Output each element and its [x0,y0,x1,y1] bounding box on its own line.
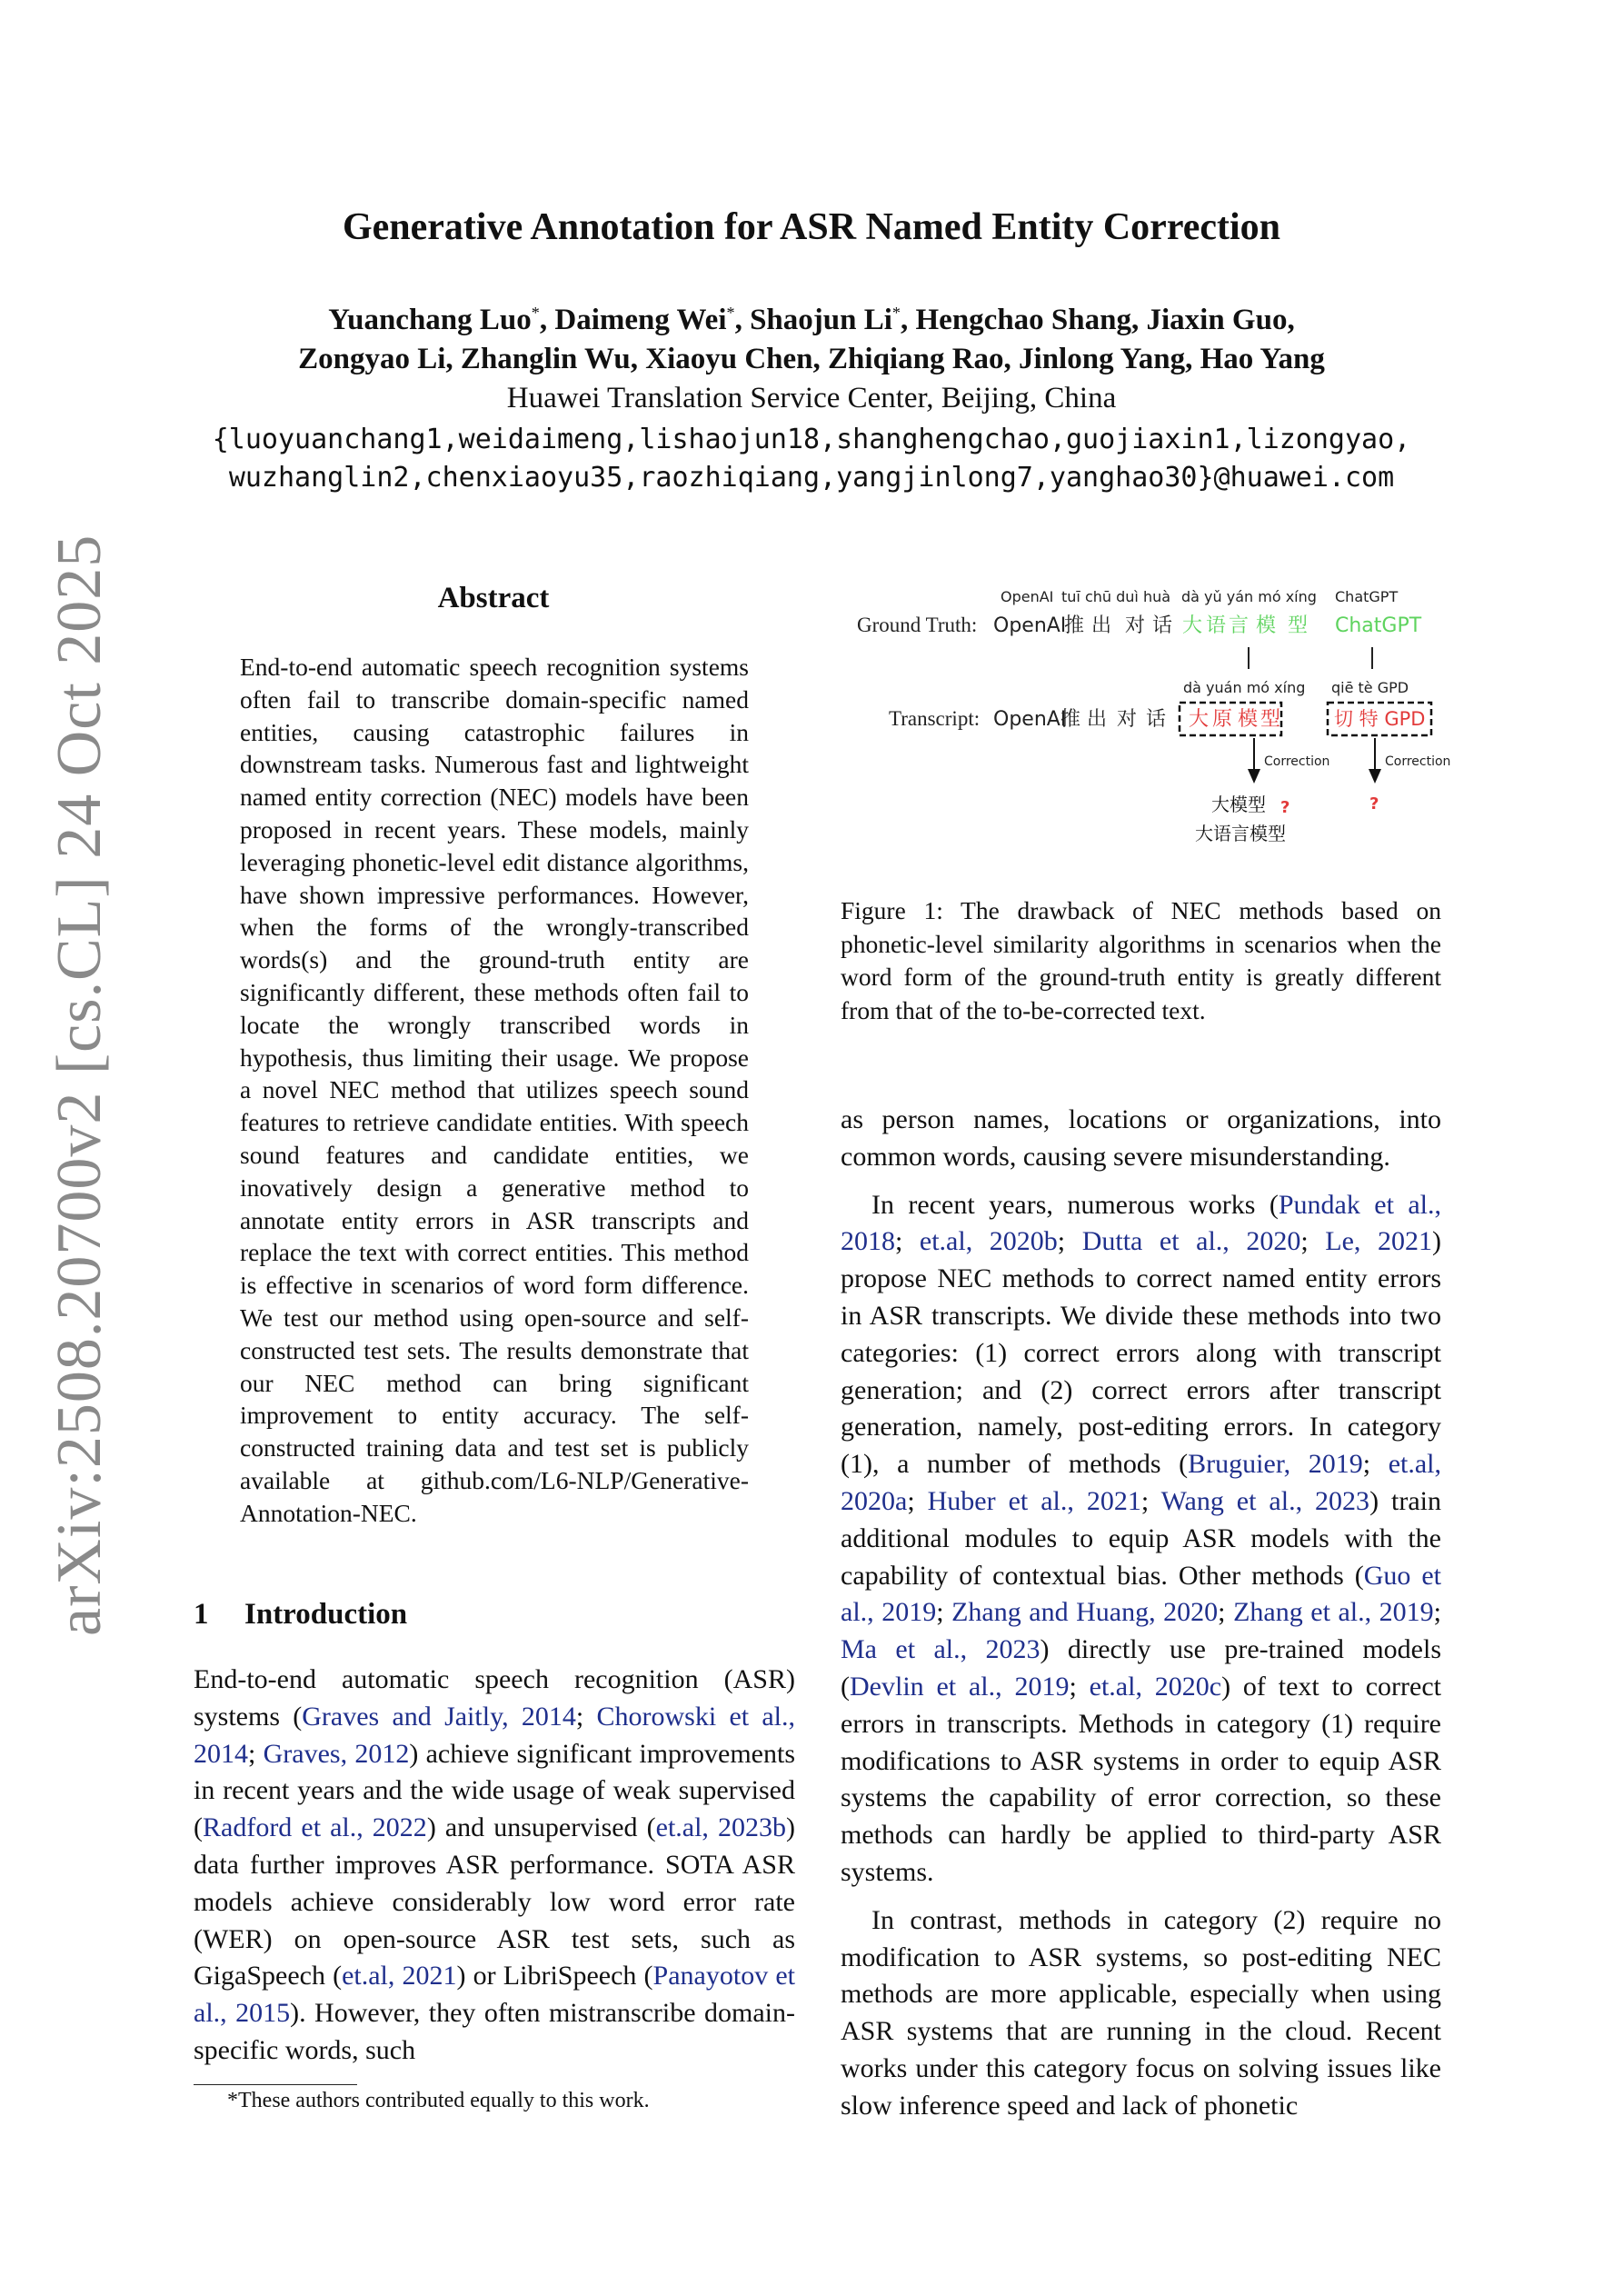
openai-text: OpenAI [993,614,1067,637]
email-line: {luoyuanchang1,weidaimeng,lishaojun18,shanghengchao,guojiaxin1,lizongyao, [212,424,1411,455]
result-text: 大模型 [1211,794,1266,815]
citation-link[interactable]: et.al, 2020c [1089,1671,1222,1702]
section-title: Introduction [244,1598,408,1631]
section-heading [194,1598,407,1632]
transcript-label: Transcript: [889,707,981,730]
text-run: ) data further improves ASR performance. SOTA ASR models achieve considerably low word error rate (WER) on open-source ASR test sets, such as GigaSpeech ( [194,1812,795,1992]
text-run: In contrast, methods in category (2) require no modification to ASR systems, so post-editing NEC methods are more applicable, especially when using ASR systems that are running in the cloud. Recent works under this category focus on solving issues like slow inference speed and lack of phonetic [841,1904,1441,2121]
footnote: *These authors contributed equally to this work. [227,2089,650,2112]
abstract-heading: Abstract [437,582,550,614]
abstract-body: End-to-end automatic speech recognition systems often fail to transcribe domain-specific named entities, causing catastrophic failures in downstream tasks. Numerous fast and lightweight named entity correction (NEC) models have been proposed in recent years. These models, mainly leveraging phonetic-level edit distance algorithms, have shown impressive performances. However, when the forms of the wrongly-transcribed words(s) and the ground-truth entity are significantly different, these methods often fail to locate the wrongly transcribed words in hypothesis, thus limiting their usage. We propose a novel NEC method that utilizes speech sound features to retrieve candidate entities. With speech sound features and candidate entities, we inovatively design a generative method to annotate entity errors in ASR transcripts and replace the text with correct entities. This method is effective in scenarios of word form difference. We test our method using open-source and self-constructed test sets. The results demonstrate that our NEC method can bring significant improvement to entity accuracy. The self-constructed training data and test set is publicly available at github.com/L6-NLP/Generative-Annotation-NEC. [240,653,749,1527]
text-run: ) directly use pre-trained models ( [841,1634,1441,1702]
tr-entity-char: 模 [1238,708,1259,731]
pinyin-label: dà yuán mó xíng [1183,679,1306,696]
gt-char: 出 [1091,614,1112,637]
citation-link[interactable]: Guo et al., 2019 [841,1560,1441,1628]
paragraph [841,1187,1441,1892]
citation-link[interactable]: Graves, 2012 [263,1738,410,1769]
text-run: ; [575,1701,597,1732]
text-run: ) achieve significant improvements in recent years and the wide usage of weak supervised ( [194,1738,795,1843]
citation-link[interactable]: Chorowski et al., 2014 [194,1701,796,1769]
text-run: ) propose NEC methods to correct named entity errors in ASR transcripts. We divide these methods into two categories: (1) correct errors along with transcript generation; and (2) correct errors after transcript generation, namely, post-editing errors. In category (1), a number of methods ( [841,1226,1441,1480]
text-run: ) and unsupervised ( [426,1812,656,1843]
citation-link[interactable]: Zhang and Huang, 2020 [951,1597,1219,1628]
citation-link[interactable]: Le, 2021 [1325,1226,1432,1257]
intro-text [194,1662,795,2070]
citation-link[interactable]: Huber et al., 2021 [927,1485,1141,1516]
citation-link[interactable]: Pundak et al., 2018 [841,1189,1441,1257]
gt-entity-char: 语 [1206,614,1227,637]
paragraph [841,1102,1441,1176]
text-run: ; [1362,1449,1389,1480]
gt-chatgpt: ChatGPT [1335,614,1422,637]
openai-label: OpenAI [1001,588,1054,605]
chatgpt-label: ChatGPT [1335,588,1399,605]
gt-entity-char: 言 [1229,614,1250,637]
text-run: ; [936,1597,952,1628]
text-run: ; [907,1485,928,1516]
citation-link[interactable]: Dutta et al., 2020 [1081,1226,1301,1257]
text-run: ; [895,1226,920,1257]
text-run: ; [1433,1597,1441,1628]
question-mark: ? [1280,798,1290,817]
author: Shaojun Li [750,304,892,336]
text-run: ; [1057,1226,1082,1257]
correction-label: Correction [1264,754,1330,769]
email-line: wuzhanglin2,chenxiaoyu35,raozhiqiang,yangjinlong7,yanghao30}@huawei.com [228,462,1395,494]
arrow-head [1369,769,1381,784]
question-mark: ? [1369,794,1379,814]
footnote-rule [194,2084,357,2085]
author: Yuanchang Luo [328,304,532,336]
figure-1 [841,582,1451,854]
pinyin-label: qiē tè GPD [1331,679,1409,696]
text-run: ; [1300,1226,1326,1257]
arrow-head [1248,769,1260,784]
pinyin-label: tuī chū duì huà [1061,588,1171,605]
tr-char: 推 [1060,708,1081,731]
text-run: ; [1069,1671,1090,1702]
citation-link[interactable]: Devlin et al., 2019 [850,1671,1070,1702]
text-run: ) of text to correct errors in transcripts. Methods in category (1) require modifications to ASR systems in order to equip ASR systems the capability of error correction, so these methods can hardly be applied to third-party ASR systems. [841,1671,1441,1887]
tr-char: 话 [1146,708,1167,731]
citation-link[interactable]: et.al, 2023b [655,1812,786,1843]
author-line-2: Zongyao Li, Zhanglin Wu, Xiaoyu Chen, Zhiqiang Rao, Jinlong Yang, Hao Yang [298,343,1325,375]
citation-link[interactable]: Zhang et al., 2019 [1233,1597,1434,1628]
gt-char: 对 [1125,614,1146,637]
tr-entity-char: 型 [1260,708,1281,731]
paragraph [841,1902,1441,2125]
tr-entity-char: 大 [1189,708,1210,731]
text-run: In recent years, numerous works ( [871,1189,1279,1220]
gt-entity-char: 大 [1182,614,1203,637]
citation-link[interactable]: Graves and Jaitly, 2014 [302,1701,576,1732]
ground-truth-label: Ground Truth: [857,614,978,636]
text-run: as person names, locations or organizations, into common words, causing severe misunderstanding. [841,1104,1441,1172]
text-run: ) or LibriSpeech ( [456,1961,653,1992]
affiliation: Huawei Translation Service Center, Beijing, China [506,382,1117,414]
section-number: 1 [194,1598,209,1631]
text-run: ; [1218,1597,1234,1628]
citation-link[interactable]: et.al, 2021 [342,1961,457,1992]
pinyin-label: dà yǔ yán mó xíng [1181,588,1317,605]
text-run: ; [1140,1485,1161,1516]
author-line-1: Yuanchang Luo*, Daimeng Wei*, Shaojun Li*, Hengchao Shang, Jiaxin Guo, [328,304,1295,336]
paragraph [194,1662,795,2070]
author: Daimeng Wei [554,304,727,336]
tr-char: 对 [1117,708,1138,731]
citation-link[interactable]: et.al, 2020a [841,1449,1441,1516]
tr-char: 出 [1087,708,1108,731]
citation-link[interactable]: Bruguier, 2019 [1188,1449,1363,1480]
gt-entity-char: 型 [1288,614,1309,637]
citation-link[interactable]: et.al, 2020b [919,1226,1058,1257]
arxiv-stamp: arXiv:2508.20700v2 [cs.CL] 24 Oct 2025 [45,534,115,1636]
citation-link[interactable]: Ma et al., 2023 [841,1634,1041,1665]
paper-title: Generative Annotation for ASR Named Entity Correction [342,206,1281,248]
gt-char: 推 [1064,614,1085,637]
tr-gpd-text: 切 特 GPD [1334,708,1426,730]
right-column-text [841,1102,1441,2125]
figure-caption: Figure 1: The drawback of NEC methods based on phonetic-level similarity algorithms in scenarios when the word form of the ground-truth entity is greatly different from that of the to-be-corrected text. [841,896,1441,1024]
text-run: End-to-end automatic speech recognition (ASR) systems ( [194,1664,795,1732]
text-run: ) train additional modules to equip ASR models with the capability of contextual bias. Other methods ( [841,1485,1442,1591]
gt-char: 话 [1152,614,1173,637]
text-run: ). However, they often mistranscribe domain-specific words, such [194,1998,795,2065]
citation-link[interactable]: Panayotov et al., 2015 [194,1961,795,2029]
correction-label: Correction [1385,754,1451,769]
gt-entity-char: 模 [1256,614,1277,637]
citation-link[interactable]: Wang et al., 2023 [1160,1485,1370,1516]
citation-link[interactable]: Radford et al., 2022 [203,1812,427,1843]
tr-entity-char: 原 [1212,708,1233,731]
result-text: 大语言模型 [1195,823,1286,844]
openai-text: OpenAI [993,708,1067,731]
text-run: ; [248,1738,264,1769]
author-rest: Hengchao Shang, Jiaxin Guo, [915,304,1295,336]
